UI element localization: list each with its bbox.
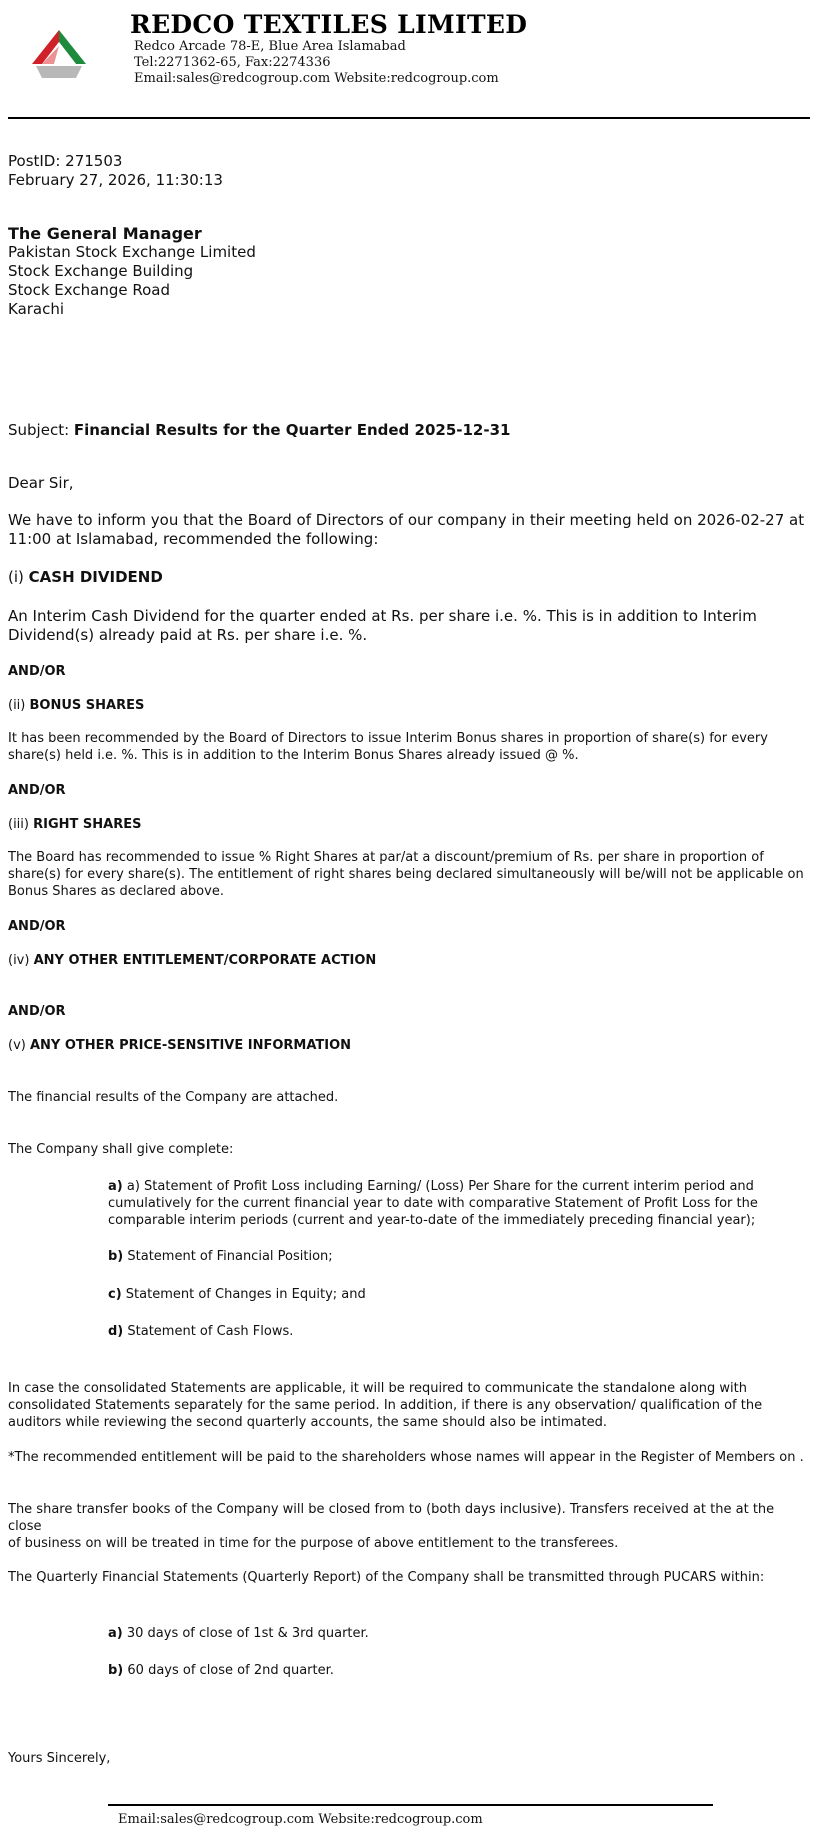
list-item: b) 60 days of close of 2nd quarter. [108,1663,334,1678]
bonus-shares-body: It has been recommended by the Board of Directors to issue Interim Bonus shares in proportion of share(s) for every share(s) held i.e. %. This is in addition to the Interim Bonus Shares already issued @ %. [8,731,768,763]
list-item: c) Statement of Changes in Equity; and [108,1287,366,1302]
section-price-sensitive: (v) ANY OTHER PRICE-SENSITIVE INFORMATION [8,1038,352,1053]
financial-results-attached: The financial results of the Company are attached. [8,1090,339,1105]
company-address: Redco Arcade 78-E, Blue Area Islamabad [134,39,406,54]
company-name: REDCO TEXTILES LIMITED [130,10,528,39]
recipient-line: Karachi [8,300,65,318]
right-shares-body: The Board has recommended to issue % Right Shares at par/at a discount/premium of Rs. per share in proportion of share(s) for every share(s). The entitlement of right shares being declared simultaneously will be/will not be applicable on Bonus Shares as declared above. [8,850,804,899]
post-id: PostID: 271503 [8,152,123,170]
section-right-shares: (iii) RIGHT SHARES [8,817,142,832]
list-item: b) Statement of Financial Position; [108,1249,333,1264]
recipient-line: Stock Exchange Building [8,262,194,280]
pucars-note: The Quarterly Financial Statements (Quarterly Report) of the Company shall be transmitted through PUCARS within: [8,1570,765,1585]
subject-label: Subject: [8,421,70,439]
company-phone-fax: Tel:2271362-65, Fax:2274336 [134,55,331,70]
footer-contact: Email:sales@redcogroup.com Website:redcogroup.com [118,1812,483,1827]
company-shall-give: The Company shall give complete: [8,1142,234,1157]
closing: Yours Sincerely, [8,1751,111,1766]
and-or: AND/OR [8,919,66,934]
subject-text: Financial Results for the Quarter Ended 2025-12-31 [73,421,511,439]
and-or: AND/OR [8,1004,66,1019]
and-or: AND/OR [8,664,66,679]
company-email-website: Email:sales@redcogroup.com Website:redcogroup.com [134,71,499,86]
salutation: Dear Sir, [8,474,74,492]
entitlement-note: *The recommended entitlement will be paid to the shareholders whose names will appear in the Register of Members on . [8,1450,804,1465]
section-cash-dividend: (i) CASH DIVIDEND [8,568,163,586]
consolidated-statements-note: In case the consolidated Statements are applicable, it will be required to communicate the standalone along with consolidated Statements separately for the same period. In addition, if there is any observation/ qualification of the auditors while reviewing the second quarterly accounts, the same should also be intimated. [8,1381,763,1430]
cash-dividend-body: An Interim Cash Dividend for the quarter ended at Rs. per share i.e. %. This is in addition to Interim Dividend(s) already paid at Rs. per share i.e. %. [8,607,757,644]
share-transfer-note-2: of business on will be treated in time for the purpose of above entitlement to the transferees. [8,1536,619,1551]
intro-paragraph: We have to inform you that the Board of Directors of our company in their meeting held on 2026-02-27 at 11:00 at Islamabad, recommended the following: [8,511,805,548]
and-or: AND/OR [8,783,66,798]
list-item: a) a) Statement of Profit Loss including Earning/ (Loss) Per Share for the current interim period and cumulatively for the current financial year to date with comparative Statement of Profit Loss for the comparable interim periods (current and year-to-date of the immediately preceding financial year); [108,1179,758,1228]
list-item: a) 30 days of close of 1st & 3rd quarter. [108,1626,369,1641]
letterhead [0,0,817,120]
recipient-line: Stock Exchange Road [8,281,170,299]
post-datetime: February 27, 2026, 11:30:13 [8,171,223,189]
recipient-title: The General Manager [8,224,202,243]
header-divider [8,117,810,119]
subject-line [8,421,809,440]
footer-divider [108,1804,713,1806]
share-transfer-note: The share transfer books of the Company will be closed from to (both days inclusive). Transfers received at the at the close [8,1502,775,1534]
section-other-entitlement: (iv) ANY OTHER ENTITLEMENT/CORPORATE ACTION [8,953,377,968]
company-logo [30,28,88,80]
recipient-line: Pakistan Stock Exchange Limited [8,243,256,261]
section-bonus-shares: (ii) BONUS SHARES [8,698,145,713]
list-item: d) Statement of Cash Flows. [108,1324,294,1339]
